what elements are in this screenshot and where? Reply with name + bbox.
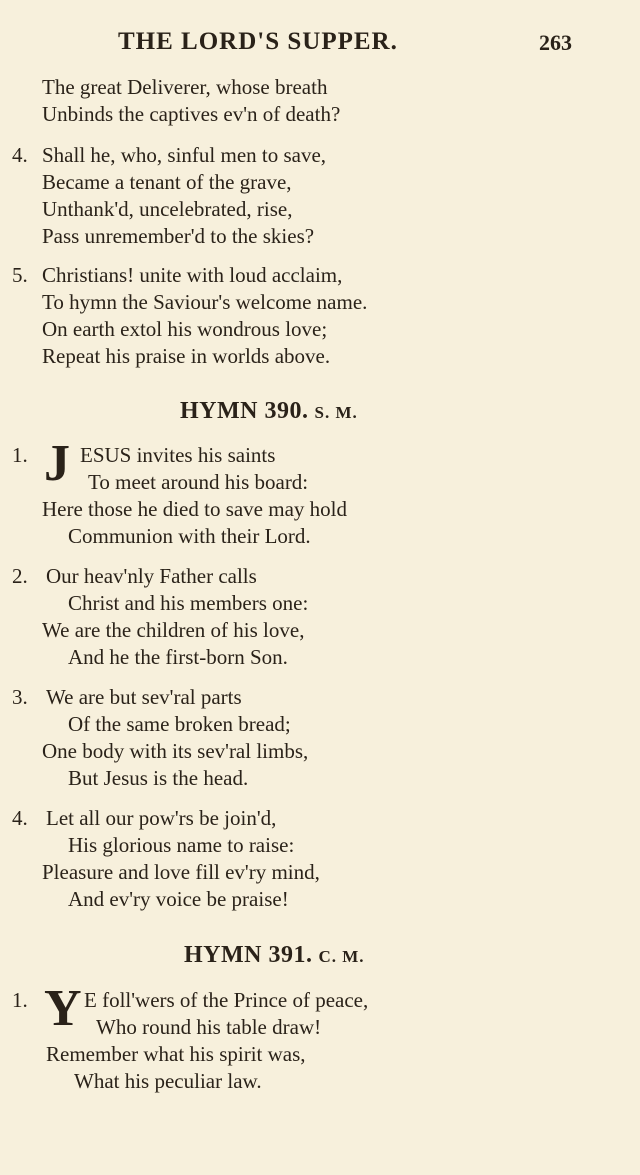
verse-line: Unthank'd, uncelebrated, rise, <box>42 197 293 221</box>
stanza-number: 4. <box>12 806 28 830</box>
verse-line: And ev'ry voice be praise! <box>68 887 289 911</box>
verse-line: The great Deliverer, whose breath <box>42 75 328 99</box>
verse-line: But Jesus is the head. <box>68 766 249 790</box>
drop-cap: J <box>44 435 70 492</box>
verse-line: Here those he died to save may hold <box>42 497 347 521</box>
drop-cap: Y <box>44 980 82 1037</box>
verse-line: And he the first-born Son. <box>68 645 288 669</box>
verse-line: To hymn the Saviour's welcome name. <box>42 290 368 314</box>
verse-line: Shall he, who, sinful men to save, <box>42 143 327 167</box>
hymn-391-title <box>184 942 365 969</box>
verse-line: On earth extol his wondrous love; <box>42 317 328 341</box>
verse-line: What his peculiar law. <box>74 1069 262 1093</box>
stanza-number: 4. <box>12 143 28 167</box>
verse-line: We are the children of his love, <box>42 618 305 642</box>
stanza-number: 1. <box>12 988 28 1012</box>
verse-line: Pass unremember'd to the skies? <box>42 224 315 248</box>
hymn-meter: C. M. <box>318 947 365 966</box>
page-number: 263 <box>539 30 572 55</box>
stanza-number: 3. <box>12 685 28 709</box>
stanza-number: 5. <box>12 263 28 287</box>
verse-line: We are but sev'ral parts <box>46 685 242 709</box>
hymn-meter: S. M. <box>314 403 358 422</box>
stanza-number: 1. <box>12 443 28 467</box>
verse-line: His glorious name to raise: <box>68 833 295 857</box>
verse-line: Who round his table draw! <box>96 1015 322 1039</box>
verse-line: Communion with their Lord. <box>68 524 311 548</box>
verse-line: Let all our pow'rs be join'd, <box>46 806 277 830</box>
hymn-title-text: HYMN 391. <box>184 942 313 968</box>
verse-line: E foll'wers of the Prince of peace, <box>84 988 369 1012</box>
stanza-number: 2. <box>12 564 28 588</box>
verse-line: Unbinds the captives ev'n of death? <box>42 102 341 126</box>
verse-line: Became a tenant of the grave, <box>42 170 292 194</box>
hymn-390-title <box>180 398 358 425</box>
running-title: THE LORD'S SUPPER. <box>118 28 398 55</box>
verse-line: Remember what his spirit was, <box>46 1042 306 1066</box>
verse-line: ESUS invites his saints <box>80 443 276 467</box>
verse-line: Christ and his members one: <box>68 591 309 615</box>
verse-line: Of the same broken bread; <box>68 712 291 736</box>
verse-line: Our heav'nly Father calls <box>46 564 257 588</box>
verse-line: To meet around his board: <box>88 470 309 494</box>
page-header <box>0 28 640 64</box>
verse-line: Repeat his praise in worlds above. <box>42 344 331 368</box>
hymn-title-text: HYMN 390. <box>180 398 309 424</box>
verse-line: Christians! unite with loud acclaim, <box>42 263 343 287</box>
verse-line: One body with its sev'ral limbs, <box>42 739 309 763</box>
verse-line: Pleasure and love fill ev'ry mind, <box>42 860 320 884</box>
